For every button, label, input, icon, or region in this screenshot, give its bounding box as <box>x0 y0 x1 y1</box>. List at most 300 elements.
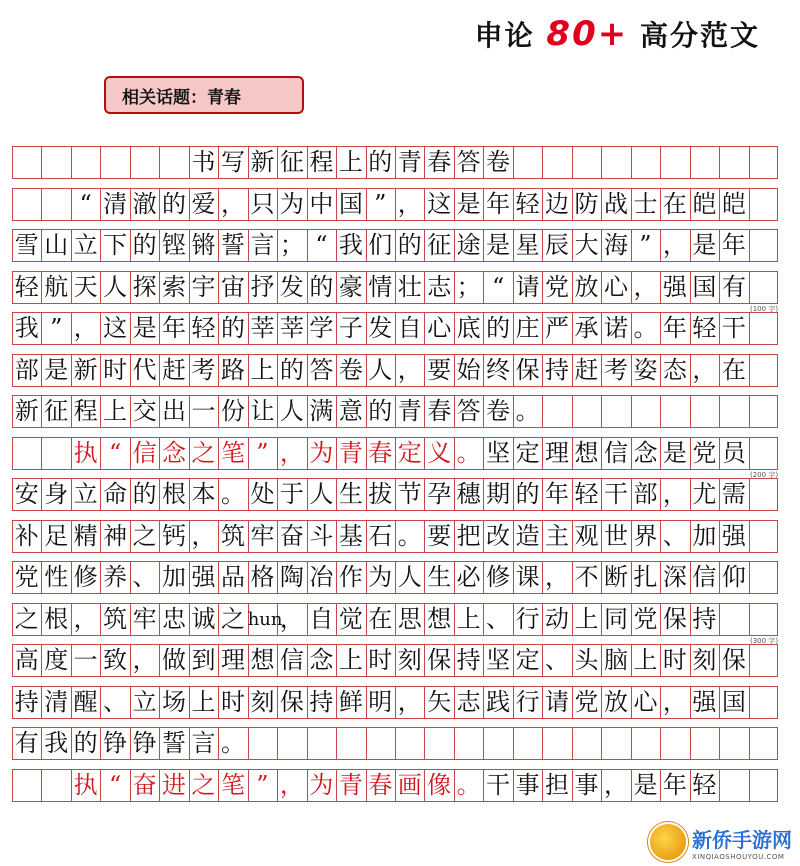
watermark-url: XINQIAOSHOUYOU.COM <box>692 852 785 861</box>
grid-char: 脑 <box>603 646 628 674</box>
grid-char: 轻 <box>191 314 216 342</box>
grid-char: 头 <box>574 646 599 674</box>
grid-char: 忠 <box>162 604 187 633</box>
grid-char: 下 <box>103 231 128 259</box>
grid-char: 天 <box>73 272 98 301</box>
grid-char: 皑 <box>692 189 717 218</box>
grid-char: 青 <box>397 148 422 176</box>
grid-char: “ <box>315 231 328 259</box>
grid-char: 干 <box>486 770 511 799</box>
grid-char: 基 <box>338 521 363 550</box>
grid-char: 的 <box>515 480 540 508</box>
grid-char: 于 <box>279 480 304 508</box>
grid-char: 鲜 <box>338 687 363 716</box>
grid-char: 铮 <box>132 729 157 757</box>
grid-char: 承 <box>574 314 599 342</box>
grid-char: 我 <box>14 314 39 342</box>
grid-char: 途 <box>456 231 481 259</box>
grid-char: 信 <box>132 438 157 467</box>
grid-char: 做 <box>162 646 187 674</box>
grid-char: ， <box>279 604 304 633</box>
grid-char: 信 <box>692 563 717 591</box>
grid-char: 的 <box>368 397 393 425</box>
grid-char: 是 <box>132 314 157 342</box>
grid-char: 强 <box>692 687 717 716</box>
grid-char: 事 <box>574 770 599 799</box>
grid-char: 星 <box>515 231 540 259</box>
grid-char: 格 <box>250 563 275 591</box>
grid-char: 上 <box>338 148 363 176</box>
grid-char: 学 <box>309 314 334 342</box>
grid-char: 牢 <box>132 604 157 633</box>
grid-char: 期 <box>486 480 511 508</box>
grid-char: 奋 <box>279 521 304 550</box>
grid-char: 保 <box>515 355 540 384</box>
grid-char: 精 <box>73 521 98 550</box>
grid-char: hun <box>247 608 283 630</box>
title-suffix: 高分范文 <box>639 19 760 52</box>
grid-char: 航 <box>44 272 69 301</box>
grid-char: 铮 <box>103 729 128 757</box>
grid-char: 上 <box>103 397 128 425</box>
grid-char: ， <box>397 687 422 716</box>
grid-char: 心 <box>427 314 452 342</box>
grid-char: 生 <box>338 480 363 508</box>
grid-char: 人 <box>309 480 334 508</box>
grid-char: 执 <box>73 770 98 799</box>
grid-char: 念 <box>633 438 658 467</box>
grid-char: 念 <box>162 438 187 467</box>
grid-char: 度 <box>44 646 69 674</box>
grid-char: 有 <box>721 272 746 301</box>
grid-char: 钙 <box>162 521 187 550</box>
grid-char: 坚 <box>486 438 511 467</box>
grid-char: 在 <box>368 604 393 633</box>
grid-char: 、 <box>103 687 128 716</box>
grid-char: ， <box>279 438 304 467</box>
grid-char: “ <box>108 770 122 799</box>
grid-char: 想 <box>250 646 275 674</box>
grid-char: 想 <box>574 438 599 467</box>
grid-char: 扎 <box>633 563 658 591</box>
grid-char: 、 <box>132 563 157 591</box>
grid-char: 年 <box>486 189 511 218</box>
grid-char: 刻 <box>397 646 422 674</box>
grid-char: 一 <box>191 397 216 425</box>
grid-char: 行 <box>515 687 540 716</box>
grid-char: 定 <box>515 438 540 467</box>
grid-char: 念 <box>309 646 334 674</box>
grid-char: ， <box>662 480 687 508</box>
grid-char: 干 <box>721 314 746 342</box>
grid-char: 部 <box>14 355 39 384</box>
grid-char: 信 <box>279 646 304 674</box>
grid-char: 上 <box>633 646 658 674</box>
grid-char: 庄 <box>515 314 540 342</box>
grid-char: 考 <box>603 355 628 384</box>
grid-char: 定 <box>397 438 422 467</box>
grid-char: 诚 <box>191 604 216 633</box>
grid-char: 壮 <box>397 272 422 301</box>
grid-char: 时 <box>662 646 687 674</box>
grid-char: 这 <box>427 189 452 218</box>
grid-char: 。 <box>456 770 481 799</box>
grid-char: 征 <box>427 231 452 259</box>
grid-char: 自 <box>397 314 422 342</box>
grid-char: ” <box>374 189 387 218</box>
grid-char: ” <box>50 314 63 342</box>
grid-char: 作 <box>338 563 363 591</box>
grid-char: 誓 <box>162 729 187 757</box>
grid-char: 党 <box>14 563 39 591</box>
grid-char: 始 <box>456 355 481 384</box>
grid-char: 筑 <box>103 604 128 633</box>
grid-char: 必 <box>456 563 481 591</box>
grid-char: 。 <box>456 438 481 467</box>
grid-char: 理 <box>545 438 570 467</box>
grid-char: 宙 <box>220 272 245 301</box>
grid-char: 。 <box>633 314 658 342</box>
grid-char: ” <box>256 770 269 799</box>
grid-char: 的 <box>162 189 187 218</box>
grid-char: 思 <box>397 604 422 633</box>
grid-char: 时 <box>220 687 245 716</box>
grid-char: 根 <box>162 480 187 508</box>
grid-char: ” <box>639 231 652 259</box>
grid-char: 只 <box>250 189 275 218</box>
grid-char: 要 <box>427 355 452 384</box>
grid-char: 不 <box>574 563 599 591</box>
grid-char: 担 <box>545 770 570 799</box>
grid-char: 、 <box>545 646 570 674</box>
grid-char: ， <box>662 231 687 259</box>
grid-char: 立 <box>73 231 98 259</box>
grid-char: 春 <box>368 438 393 467</box>
grid-char: 斗 <box>309 521 334 550</box>
grid-char: 宇 <box>191 272 216 301</box>
grid-char: 尤 <box>692 480 717 508</box>
grid-char: 立 <box>132 687 157 716</box>
grid-char: 改 <box>486 521 511 550</box>
grid-char: 觉 <box>338 604 363 633</box>
grid-char: 士 <box>633 189 658 218</box>
grid-char: 青 <box>397 397 422 425</box>
grid-char: 心 <box>603 272 628 301</box>
grid-char: 理 <box>220 646 245 674</box>
grid-char: 为 <box>309 438 334 467</box>
grid-char: 意 <box>338 397 363 425</box>
grid-char: ， <box>397 355 422 384</box>
grid-char: 年 <box>662 314 687 342</box>
grid-char: 保 <box>427 646 452 674</box>
grid-char: 莘 <box>279 314 304 342</box>
grid-char: 终 <box>486 355 511 384</box>
grid-char: 自 <box>309 604 334 633</box>
grid-char: 的 <box>220 314 245 342</box>
grid-char: 锵 <box>191 231 216 259</box>
grid-char: 是 <box>44 355 69 384</box>
grid-char: 上 <box>574 604 599 633</box>
grid-char: 修 <box>73 563 98 591</box>
grid-char: 穗 <box>456 480 481 508</box>
grid-char: 事 <box>515 770 540 799</box>
grid-char: 卷 <box>338 355 363 384</box>
grid-char: 上 <box>250 355 275 384</box>
grid-char: 春 <box>427 397 452 425</box>
grid-char: 持 <box>14 687 39 716</box>
grid-char: 立 <box>73 480 98 508</box>
grid-char: 言 <box>250 231 275 259</box>
grid-char: 们 <box>368 231 393 259</box>
grid-char: 高 <box>14 646 39 674</box>
grid-char: 征 <box>279 148 304 176</box>
grid-char: 这 <box>103 314 128 342</box>
grid-char: 在 <box>662 189 687 218</box>
grid-char: ， <box>397 189 422 218</box>
grid-char: 的 <box>73 729 98 757</box>
grid-char: 份 <box>220 397 245 425</box>
grid-char: ， <box>545 563 570 591</box>
grid-char: 、 <box>662 521 687 550</box>
grid-char: ， <box>662 687 687 716</box>
grid-char: 赶 <box>162 355 187 384</box>
grid-char: 足 <box>44 521 69 550</box>
grid-char: 上 <box>338 646 363 674</box>
grid-char: 志 <box>427 272 452 301</box>
grid-char: 把 <box>456 521 481 550</box>
grid-char: 我 <box>44 729 69 757</box>
grid-char: 身 <box>44 480 69 508</box>
grid-char: 交 <box>132 397 157 425</box>
grid-char: ， <box>603 770 628 799</box>
grid-char: 考 <box>191 355 216 384</box>
grid-char: 答 <box>456 397 481 425</box>
grid-char: 国 <box>692 272 717 301</box>
grid-char: ， <box>220 189 245 218</box>
grid-char: 的 <box>309 272 334 301</box>
grid-char: 书 <box>191 148 216 176</box>
grid-char: 我 <box>338 231 363 259</box>
grid-char: 深 <box>662 563 687 591</box>
grid-char: 为 <box>309 770 334 799</box>
grid-char: 新 <box>73 355 98 384</box>
grid-char: 战 <box>603 189 628 218</box>
grid-char: 命 <box>103 480 128 508</box>
grid-char: 爱 <box>191 189 216 218</box>
grid-char: 让 <box>250 397 275 425</box>
grid-char: 神 <box>103 521 128 550</box>
grid-char: 大 <box>574 231 599 259</box>
grid-char: 持 <box>545 355 570 384</box>
grid-char: 。 <box>220 729 245 757</box>
grid-char: 答 <box>309 355 334 384</box>
grid-char: 海 <box>603 231 628 259</box>
grid-char: 清 <box>44 687 69 716</box>
grid-char: 筑 <box>220 521 245 550</box>
grid-char: 强 <box>721 521 746 550</box>
grid-char: 时 <box>368 646 393 674</box>
grid-char: 青 <box>338 438 363 467</box>
grid-char: 子 <box>338 314 363 342</box>
grid-char: 澈 <box>132 189 157 218</box>
grid-char: ， <box>279 770 304 799</box>
grid-char: 。 <box>515 397 540 425</box>
grid-char: 持 <box>309 687 334 716</box>
grid-char: 信 <box>603 438 628 467</box>
grid-char: 干 <box>603 480 628 508</box>
grid-char: 答 <box>456 148 481 176</box>
grid-char: 冶 <box>309 563 334 591</box>
grid-char: 是 <box>456 189 481 218</box>
grid-char: 加 <box>162 563 187 591</box>
grid-char: 国 <box>338 189 363 218</box>
word-count-mark: (300 字) <box>750 636 779 645</box>
grid-char: 青 <box>338 770 363 799</box>
grid-char: 界 <box>633 521 658 550</box>
grid-char: 笔 <box>220 770 245 799</box>
grid-char: 新 <box>250 148 275 176</box>
grid-char: 进 <box>162 770 187 799</box>
grid-char: 是 <box>662 438 687 467</box>
grid-char: 上 <box>191 687 216 716</box>
grid-char: 想 <box>427 604 452 633</box>
grid-char: 生 <box>427 563 452 591</box>
grid-char: 安 <box>14 480 39 508</box>
grid-char: 笔 <box>220 438 245 467</box>
grid-char: 莘 <box>250 314 275 342</box>
grid-char: 。 <box>397 521 422 550</box>
grid-char: 国 <box>721 687 746 716</box>
grid-char: 员 <box>721 438 746 467</box>
grid-char: 心 <box>633 687 658 716</box>
grid-char: 党 <box>692 438 717 467</box>
grid-char: 一 <box>73 646 98 674</box>
grid-char: 奋 <box>132 770 157 799</box>
grid-char: 边 <box>545 189 570 218</box>
watermark-logo-icon <box>648 822 688 862</box>
grid-char: ， <box>191 521 216 550</box>
grid-char: ” <box>256 438 269 467</box>
grid-char: 轻 <box>515 189 540 218</box>
grid-char: 皑 <box>721 189 746 218</box>
grid-char: 满 <box>309 397 334 425</box>
grid-char: 的 <box>279 355 304 384</box>
grid-char: 醒 <box>73 687 98 716</box>
word-count-mark: (200 字) <box>750 470 779 479</box>
watermark <box>648 822 792 862</box>
grid-char: 志 <box>456 687 481 716</box>
grid-char: 需 <box>721 480 746 508</box>
grid-char: 人 <box>103 272 128 301</box>
grid-char: 执 <box>73 438 98 467</box>
grid-char: 之 <box>14 604 39 633</box>
grid-char: 轻 <box>692 770 717 799</box>
grid-char: 是 <box>633 770 658 799</box>
grid-char: 的 <box>368 148 393 176</box>
grid-char: 孕 <box>427 480 452 508</box>
grid-char: 致 <box>103 646 128 674</box>
grid-char: 年 <box>721 231 746 259</box>
grid-char: 部 <box>633 480 658 508</box>
title-prefix: 申论 <box>474 19 535 52</box>
grid-char: 加 <box>692 521 717 550</box>
grid-char: 春 <box>427 148 452 176</box>
grid-char: 上 <box>456 604 481 633</box>
grid-char: 卷 <box>486 397 511 425</box>
grid-char: 明 <box>368 687 393 716</box>
grid-char: ， <box>73 314 98 342</box>
grid-char: 到 <box>191 646 216 674</box>
grid-char: 保 <box>721 646 746 674</box>
grid-char: 刻 <box>692 646 717 674</box>
grid-char: 画 <box>397 770 422 799</box>
grid-char: 牢 <box>250 521 275 550</box>
grid-char: 。 <box>220 480 245 508</box>
grid-char: 发 <box>279 272 304 301</box>
grid-char: 断 <box>603 563 628 591</box>
grid-char: 的 <box>397 231 422 259</box>
grid-char: 党 <box>574 687 599 716</box>
grid-char: 定 <box>515 646 540 674</box>
grid-char: 人 <box>279 397 304 425</box>
grid-char: 性 <box>44 563 69 591</box>
grid-char: 请 <box>515 272 540 301</box>
grid-char: 抒 <box>250 272 275 301</box>
grid-char: 中 <box>309 189 334 218</box>
grid-char: 为 <box>279 189 304 218</box>
grid-char: 造 <box>515 521 540 550</box>
grid-char: 补 <box>14 521 39 550</box>
grid-char: 出 <box>162 397 187 425</box>
grid-char: 人 <box>368 355 393 384</box>
grid-char: 矢 <box>427 687 452 716</box>
grid-char: 刻 <box>250 687 275 716</box>
grid-char: 本 <box>191 480 216 508</box>
grid-char: “ <box>79 189 92 218</box>
word-count-mark: (100 字) <box>750 304 779 313</box>
grid-char: 党 <box>545 272 570 301</box>
grid-char: 姿 <box>633 355 658 384</box>
grid-char: 放 <box>603 687 628 716</box>
grid-char: 之 <box>220 604 245 633</box>
grid-char: 轻 <box>14 272 39 301</box>
grid-char: 之 <box>132 521 157 550</box>
grid-char: 轻 <box>692 314 717 342</box>
grid-char: 坚 <box>486 646 511 674</box>
grid-char: 之 <box>191 770 216 799</box>
topic-tag-label: 相关话题：青春 <box>122 87 241 108</box>
grid-char: 在 <box>721 355 746 384</box>
grid-char: 是 <box>486 231 511 259</box>
grid-char: 程 <box>309 148 334 176</box>
grid-char: 严 <box>545 314 570 342</box>
grid-char: 强 <box>191 563 216 591</box>
grid-char: 像 <box>427 770 452 799</box>
grid-char: 拔 <box>368 480 393 508</box>
grid-char: 的 <box>132 231 157 259</box>
grid-char: 的 <box>486 314 511 342</box>
grid-char: “ <box>108 438 122 467</box>
grid-char: 同 <box>603 604 628 633</box>
grid-char: 诺 <box>603 314 628 342</box>
watermark-name: 新侨手游网 <box>692 827 792 852</box>
grid-char: 新 <box>14 397 39 425</box>
grid-char: ， <box>692 355 717 384</box>
grid-char: 山 <box>44 231 69 259</box>
grid-char: 保 <box>662 604 687 633</box>
grid-char: 请 <box>545 687 570 716</box>
grid-char: 世 <box>603 521 628 550</box>
